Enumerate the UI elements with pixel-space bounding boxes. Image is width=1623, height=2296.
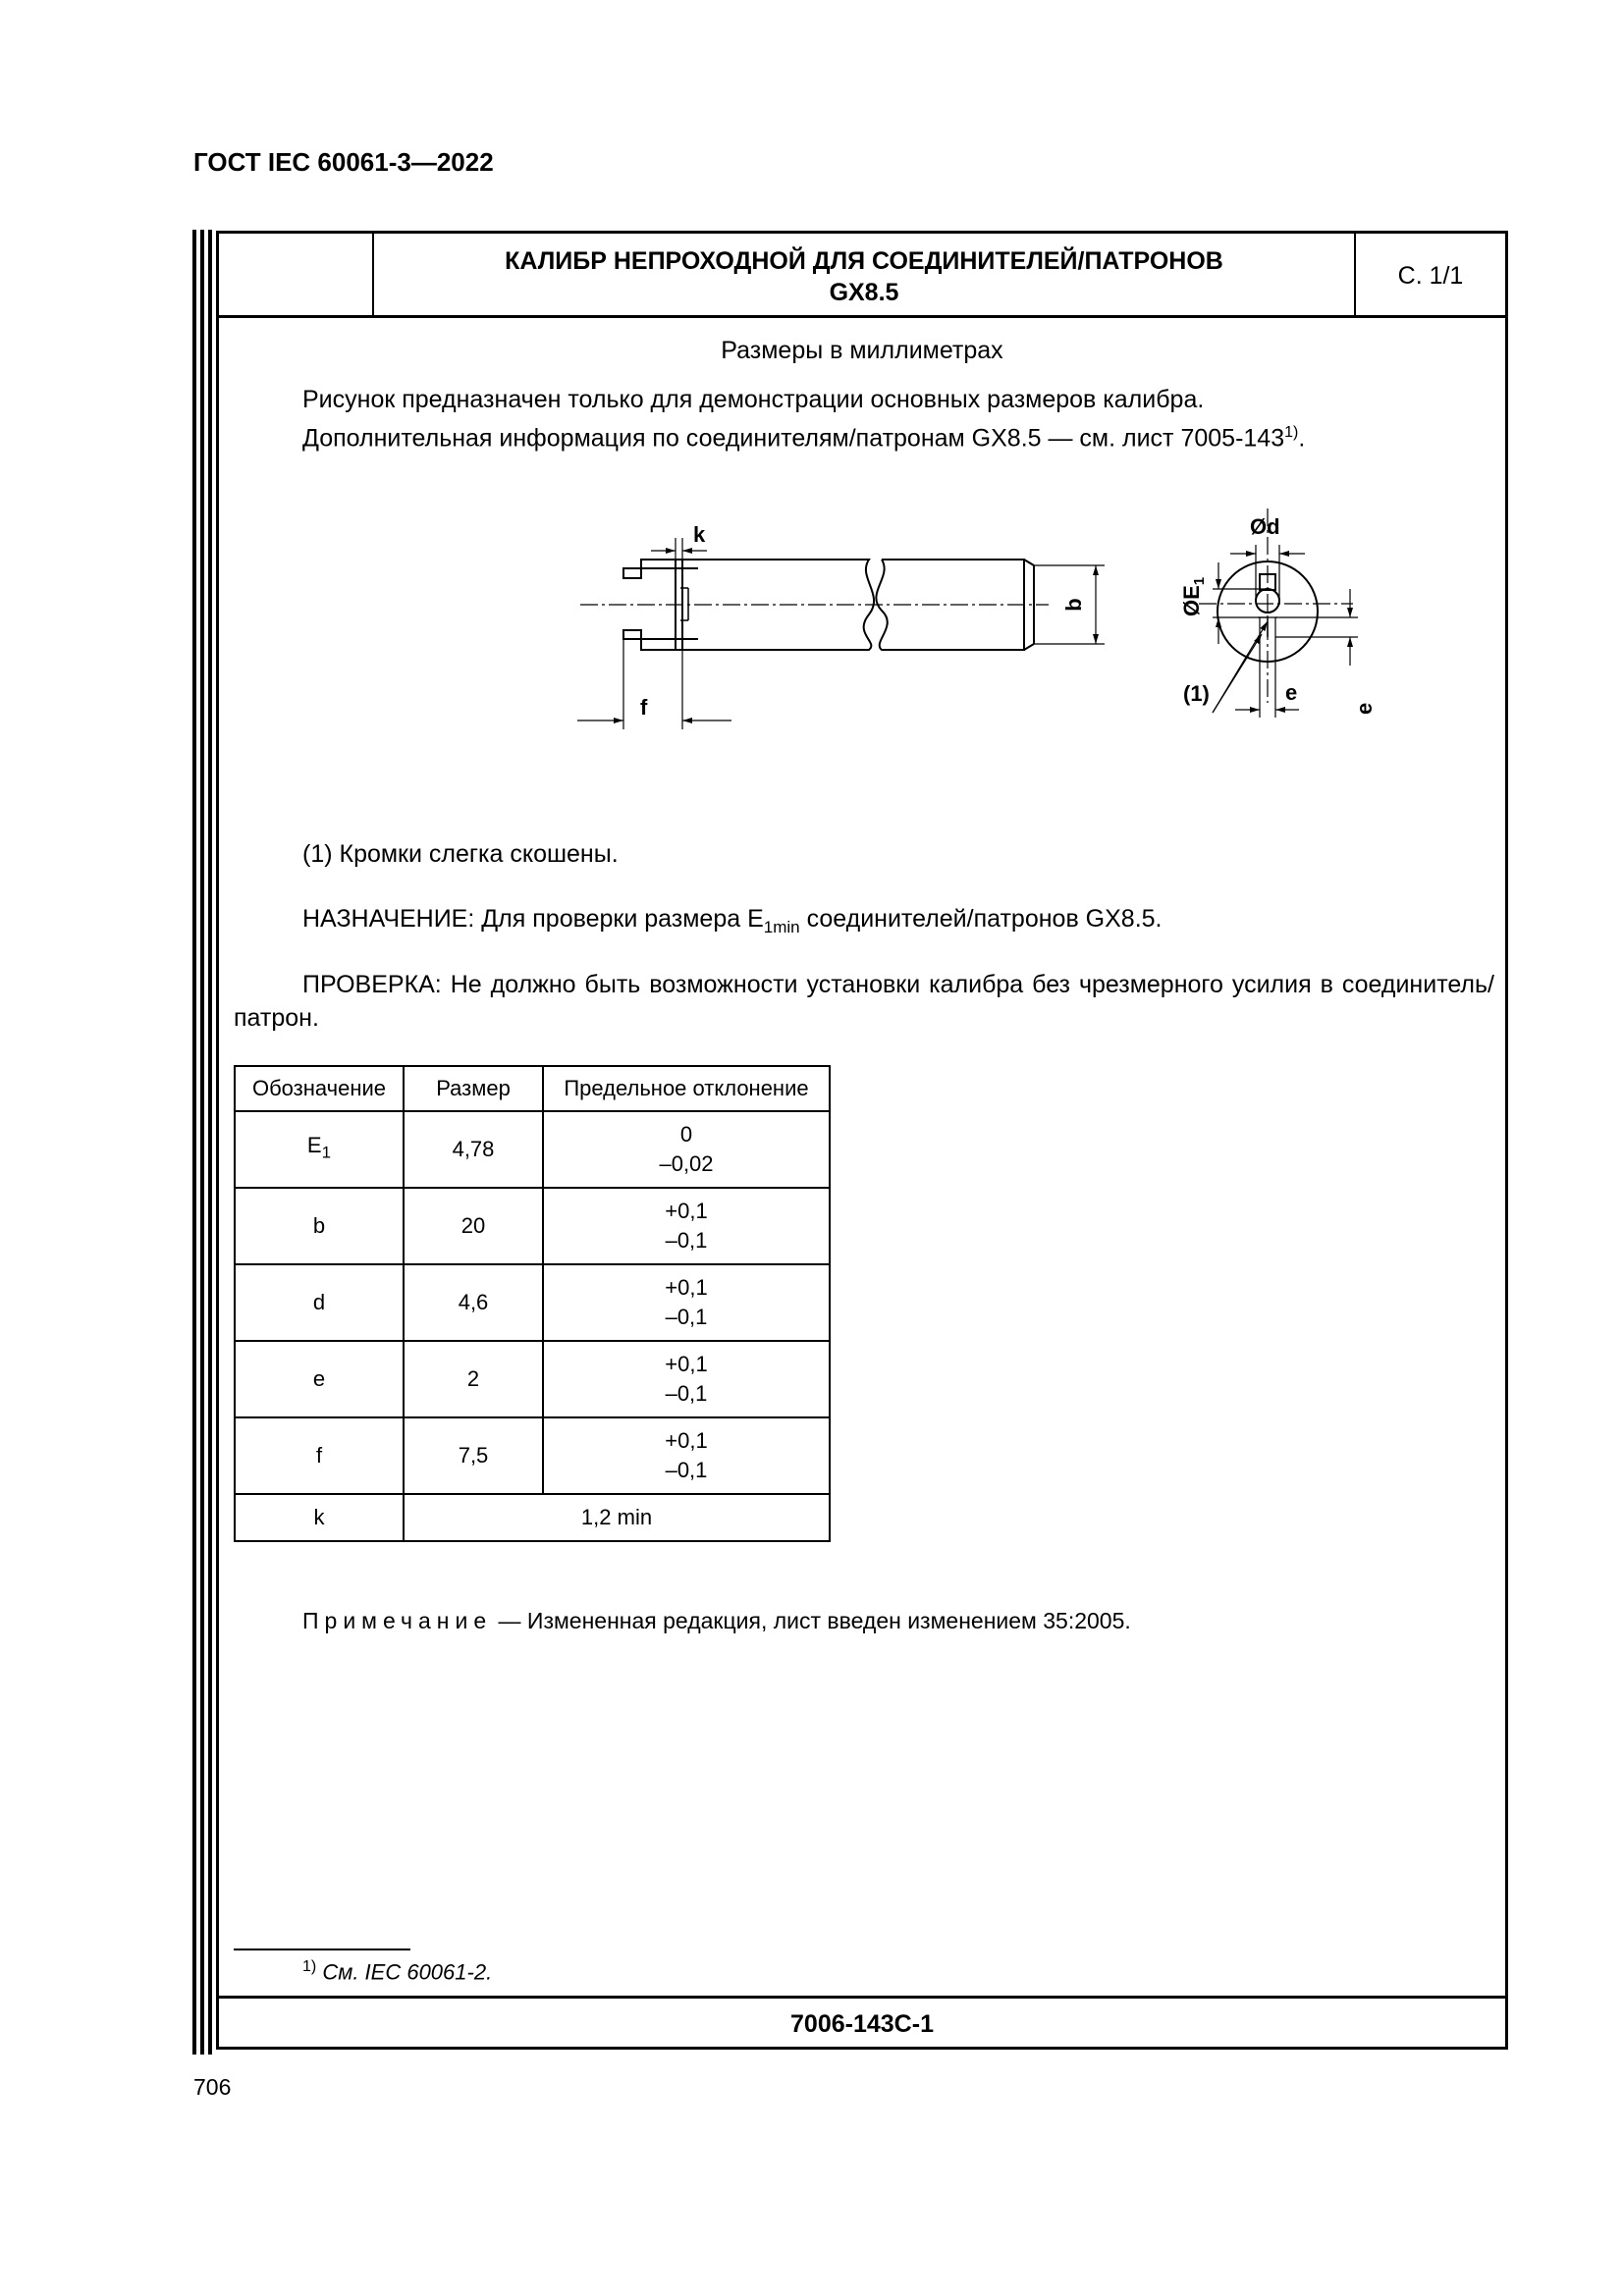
purpose-post: соединителей/патронов GX8.5. xyxy=(799,905,1163,933)
purpose-pre: НАЗНАЧЕНИЕ: Для проверки размера E xyxy=(302,905,764,933)
cell-symbol: e xyxy=(235,1341,404,1417)
cell-tolerance xyxy=(543,1111,830,1188)
title-row xyxy=(219,234,1505,318)
label-f: f xyxy=(640,695,648,720)
sheet-title-line2: GX8.5 xyxy=(829,279,899,306)
check-text: ПРОВЕРКА: Не должно быть возможности установки калибра без чрезмерного усилия в соединитель/патрон. xyxy=(234,971,1494,1032)
margin-bar-1 xyxy=(192,230,196,2055)
symbol-sub: 1 xyxy=(321,1143,332,1162)
label-b: b xyxy=(1061,598,1086,612)
cell-size: 20 xyxy=(404,1188,543,1264)
cell-size: 4,6 xyxy=(404,1264,543,1341)
footnote-mark: 1) xyxy=(302,1958,317,1975)
purpose-text xyxy=(302,905,1163,937)
cell-symbol: k xyxy=(235,1494,404,1541)
title-left-cell xyxy=(219,234,374,315)
units-note: Размеры в миллиметрах xyxy=(721,337,1003,364)
tolerance-lower: –0,1 xyxy=(665,1458,708,1482)
footnote-separator xyxy=(234,1949,410,1950)
label-d: Ød xyxy=(1250,514,1280,539)
sheet-title xyxy=(374,234,1356,315)
table-row xyxy=(235,1264,830,1341)
intro-text xyxy=(302,383,1461,454)
cell-tolerance xyxy=(543,1188,830,1264)
label-k: k xyxy=(693,522,706,547)
margin-bar-3 xyxy=(208,230,212,2055)
intro-line2-text: Дополнительная информация по соединителям/патронам GX8.5 — см. лист 7005-143 xyxy=(302,424,1285,453)
tolerance-upper: +0,1 xyxy=(665,1199,708,1223)
intro-footnote-mark: 1) xyxy=(1284,424,1299,441)
remark-text: — Измененная редакция, лист введен изменением 35:2005. xyxy=(492,1608,1131,1633)
tolerance-upper: 0 xyxy=(679,1122,693,1147)
page-label: С. 1/1 xyxy=(1397,262,1464,290)
cell-size: 7,5 xyxy=(404,1417,543,1494)
purpose-sub: 1min xyxy=(763,918,800,936)
sheet-title-line1: КАЛИБР НЕПРОХОДНОЙ ДЛЯ СОЕДИНИТЕЛЕЙ/ПАТРОНОВ xyxy=(505,247,1223,275)
sheet-frame xyxy=(216,231,1508,2050)
dimensions-table xyxy=(234,1065,831,1542)
cell-symbol xyxy=(235,1111,404,1188)
tolerance-upper: +0,1 xyxy=(665,1428,708,1453)
tolerance-upper: +0,1 xyxy=(665,1275,708,1300)
label-e-horizontal: e xyxy=(1285,680,1298,705)
table-row xyxy=(235,1188,830,1264)
gauge-drawing xyxy=(415,479,1377,803)
remark-word: Примечание xyxy=(302,1608,493,1633)
tolerance-lower: –0,1 xyxy=(665,1228,708,1253)
cell-value: 1,2 min xyxy=(404,1494,830,1541)
side-view xyxy=(577,538,1105,729)
cell-tolerance xyxy=(543,1417,830,1494)
cell-symbol: b xyxy=(235,1188,404,1264)
table-row xyxy=(235,1111,830,1188)
col-header-symbol: Обозначение xyxy=(235,1066,404,1111)
margin-bar-2 xyxy=(200,230,204,2055)
cell-size: 4,78 xyxy=(404,1111,543,1188)
cell-tolerance xyxy=(543,1341,830,1417)
tolerance-upper: +0,1 xyxy=(665,1352,708,1376)
document-header: ГОСТ IEC 60061-3—2022 xyxy=(193,147,494,177)
tolerance-lower: –0,1 xyxy=(665,1305,708,1329)
intro-line1: Рисунок предназначен только для демонстрации основных размеров калибра. xyxy=(302,386,1205,413)
label-E1-main: ØE xyxy=(1179,585,1204,616)
table-row xyxy=(235,1417,830,1494)
symbol-text: E xyxy=(306,1133,322,1158)
label-E1 xyxy=(1179,577,1208,616)
cell-symbol: d xyxy=(235,1264,404,1341)
table-header-row xyxy=(235,1066,830,1111)
label-edge: (1) xyxy=(1183,681,1210,706)
intro-line2: Дополнительная информация по соединителям/патронам GX8.5 — см. лист 7005-143$^{1)}$. xyxy=(302,424,1306,453)
table-row xyxy=(235,1494,830,1541)
table-row xyxy=(235,1341,830,1417)
front-view xyxy=(1199,508,1358,718)
page-number: 706 xyxy=(193,2074,232,2100)
edge-note: (1) Кромки слегка скошены. xyxy=(302,840,619,868)
footnote xyxy=(302,1958,492,1985)
cell-symbol: f xyxy=(235,1417,404,1494)
cell-size: 2 xyxy=(404,1341,543,1417)
sheet-code: 7006-143C-1 xyxy=(219,1996,1505,2047)
col-header-size: Размер xyxy=(404,1066,543,1111)
footnote-text: См. IEC 60061-2. xyxy=(322,1959,493,1985)
remark xyxy=(302,1608,1131,1634)
col-header-tolerance: Предельное отклонение xyxy=(543,1066,830,1111)
tolerance-lower: –0,02 xyxy=(659,1151,714,1176)
label-e-vertical: e xyxy=(1352,702,1377,715)
label-E1-sub: 1 xyxy=(1191,576,1208,586)
cell-tolerance xyxy=(543,1264,830,1341)
tolerance-lower: –0,1 xyxy=(665,1381,708,1406)
